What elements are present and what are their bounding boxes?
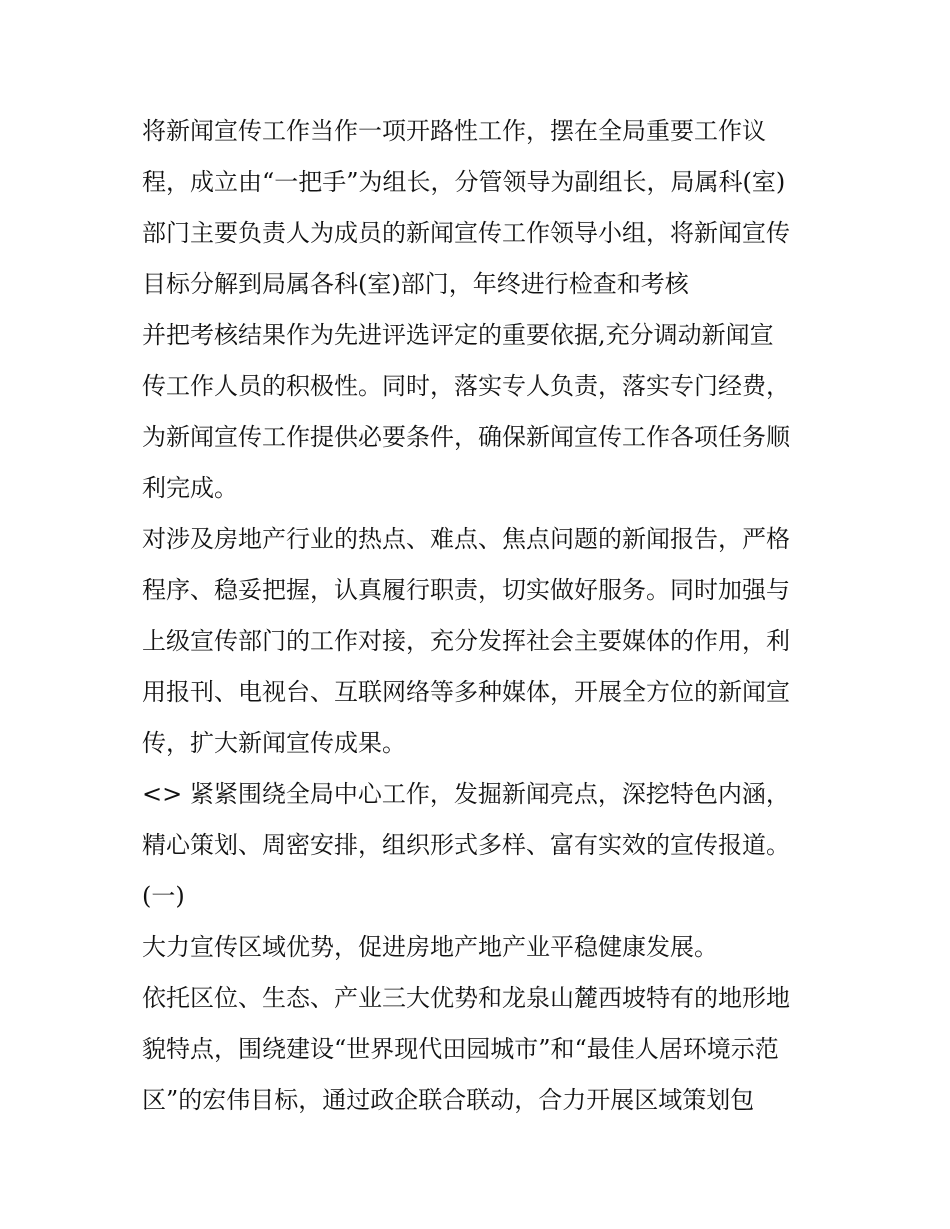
- text-line: 程序、稳妥把握，认真履行职责，切实做好服务。同时加强与: [142, 576, 790, 604]
- text-line: 部门主要负责人为成员的新闻宣传工作领导小组，将新闻宣传: [142, 219, 790, 247]
- text-line: 利完成。: [142, 474, 238, 502]
- text-line: 程，成立由“一把手”为组长，分管领导为副组长，局属科(室): [142, 168, 786, 196]
- text-line: 精心策划、周密安排，组织形式多样、富有实效的宣传报道。: [142, 831, 790, 859]
- text-line: 将新闻宣传工作当作一项开路性工作，摆在全局重要工作议: [142, 117, 766, 145]
- text-line: 传工作人员的积极性。同时，落实专人负责，落实专门经费，: [142, 372, 790, 400]
- text-line: 并把考核结果作为先进评选评定的重要依据,充分调动新闻宣: [142, 321, 774, 349]
- text-line: (一): [142, 882, 185, 910]
- text-line: 貌特点，围绕建设“世界现代田园城市”和“最佳人居环境示范: [142, 1035, 779, 1063]
- text-line: 上级宣传部门的工作对接，充分发挥社会主要媒体的作用，利: [142, 627, 790, 655]
- text-line: 对涉及房地产行业的热点、难点、焦点问题的新闻报告，严格: [142, 525, 790, 553]
- text-line: 大力宣传区域优势，促进房地产地产业平稳健康发展。: [142, 933, 718, 961]
- text-line: 用报刊、电视台、互联网络等多种媒体，开展全方位的新闻宣: [142, 678, 790, 706]
- text-line: 区”的宏伟目标，通过政企联合联动，合力开展区域策划包: [142, 1086, 755, 1114]
- text-line: <> 紧紧围绕全局中心工作，发掘新闻亮点，深挖特色内涵，: [142, 780, 790, 808]
- text-line: 目标分解到局属各科(室)部门，年终进行检查和考核: [142, 270, 689, 298]
- text-line: 依托区位、生态、产业三大优势和龙泉山麓西坡特有的地形地: [142, 984, 790, 1012]
- document-body: [142, 106, 822, 1126]
- text-line: 为新闻宣传工作提供必要条件，确保新闻宣传工作各项任务顺: [142, 423, 790, 451]
- text-line: 传，扩大新闻宣传成果。: [142, 729, 406, 757]
